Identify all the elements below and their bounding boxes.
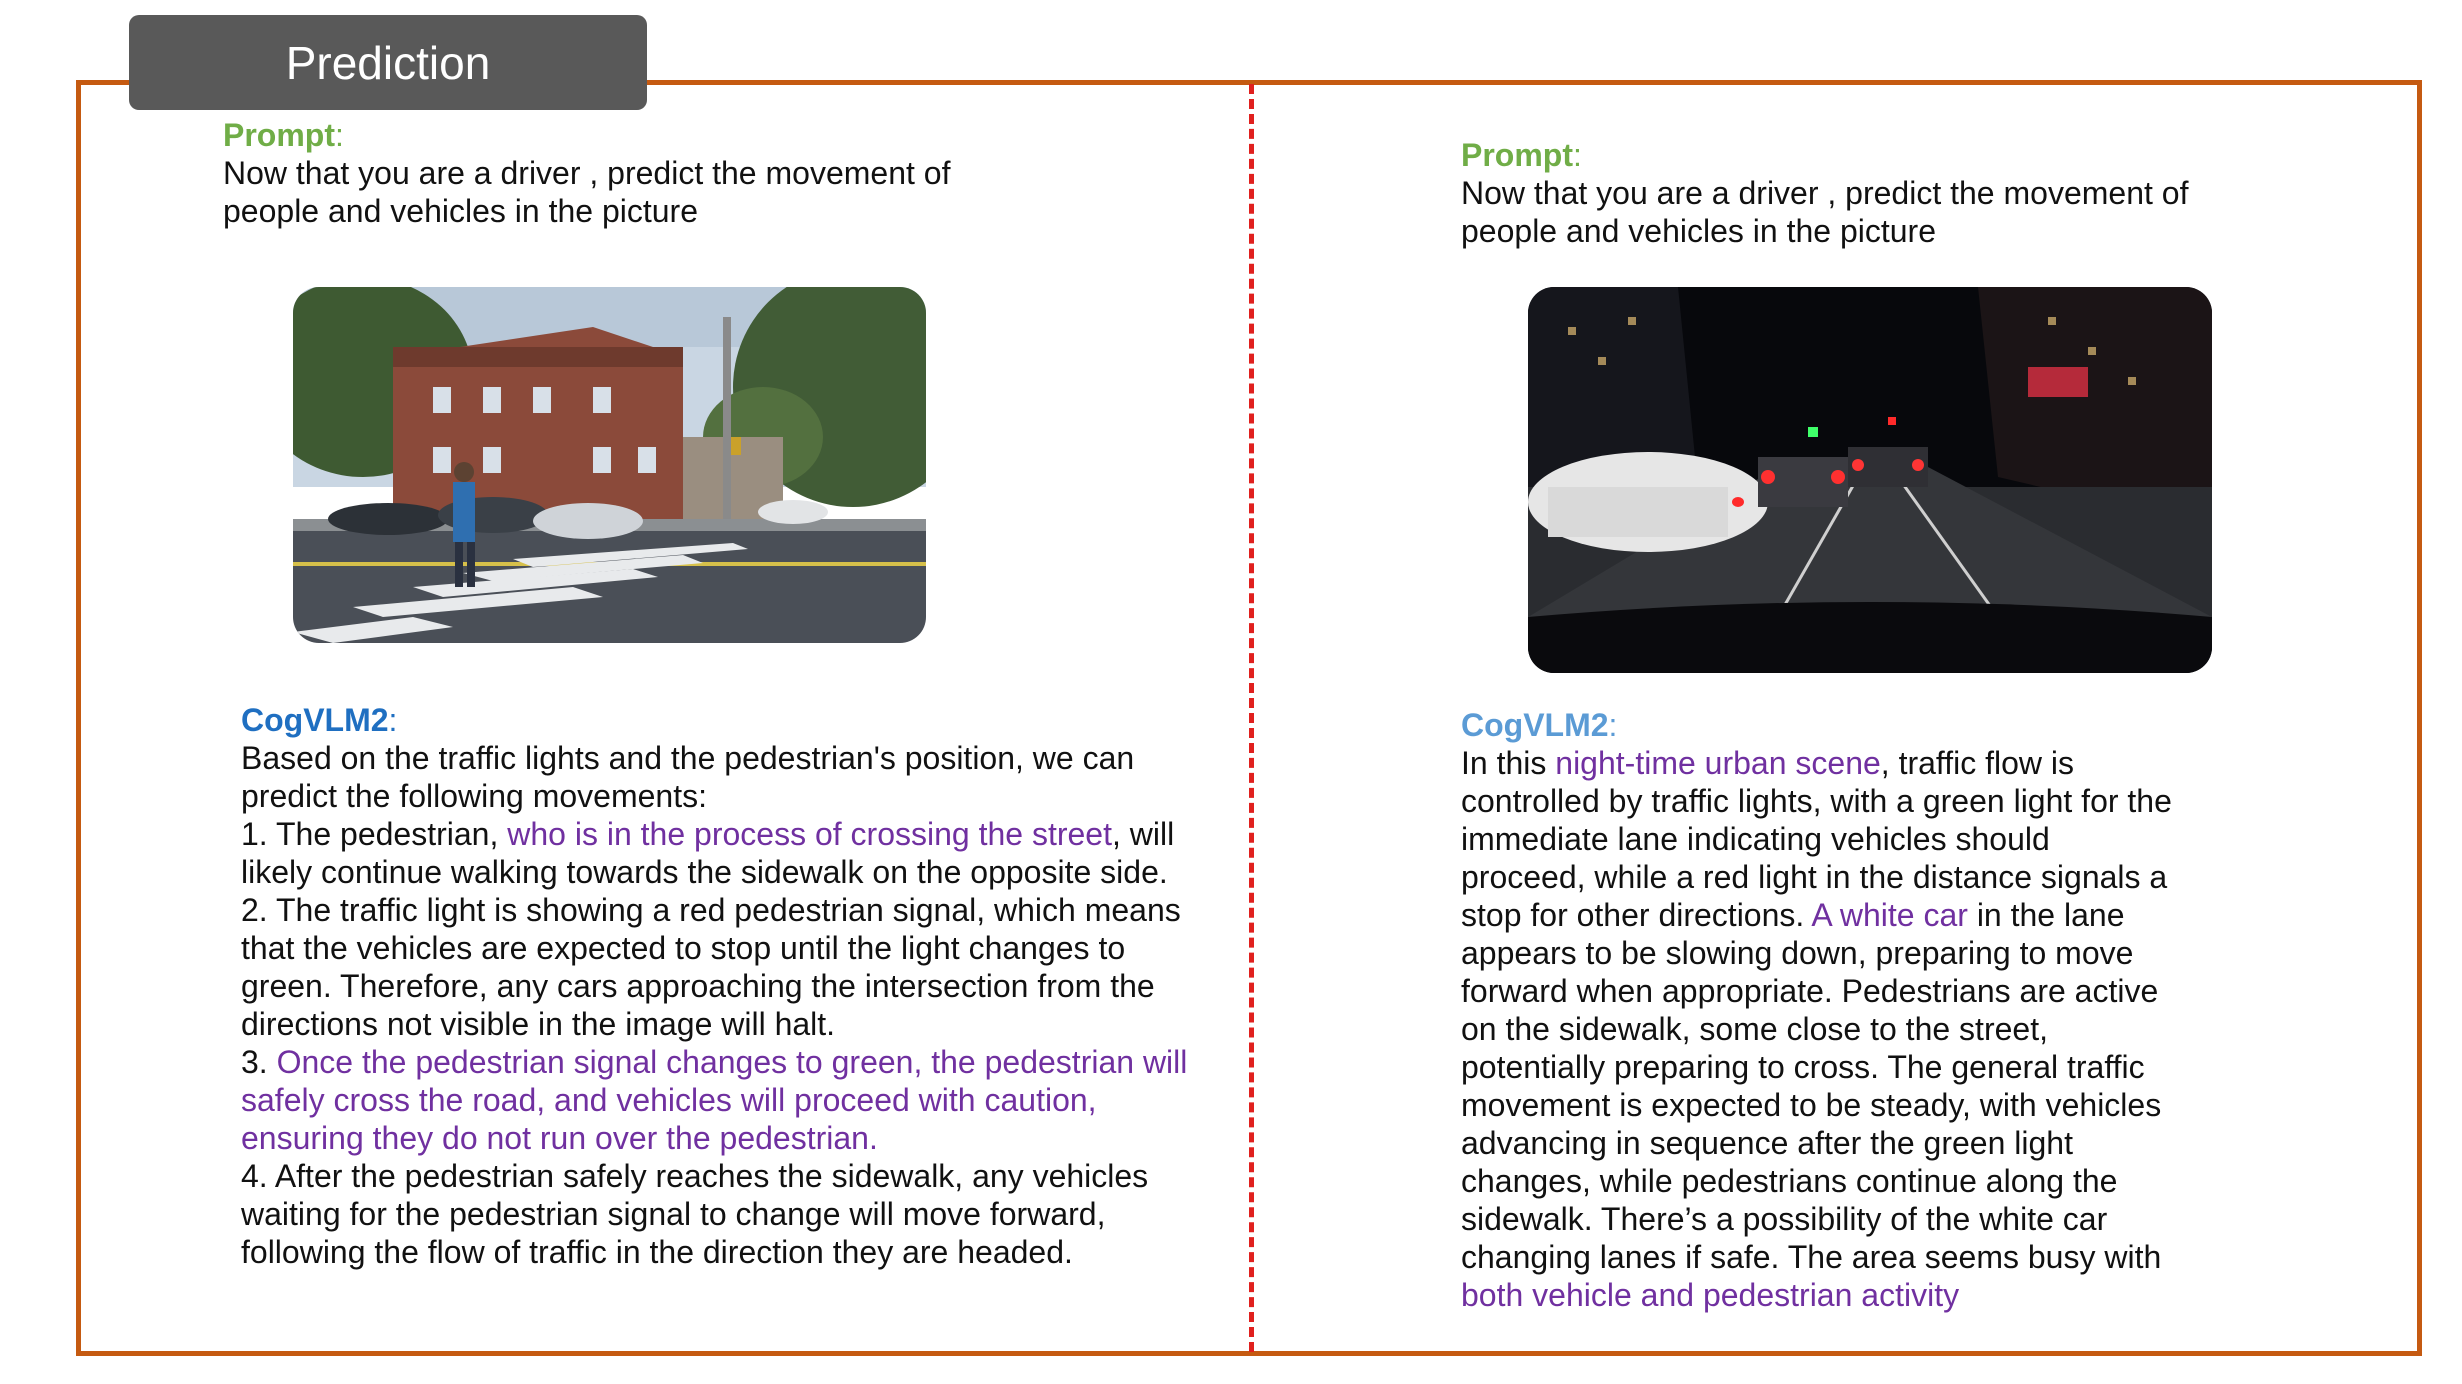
highlighted-phrase: ensuring they do not run over the pedestrian. [241, 1120, 878, 1156]
response-line: forward when appropriate. Pedestrians are active [1461, 973, 2159, 1009]
response-line: In this night-time urban scene, traffic flow is [1461, 745, 2075, 781]
left-prompt-line: Now that you are a driver , predict the movement of [223, 155, 951, 191]
left-response: CogVLM2: Based on the traffic lights and the pedestrian's position, we can predict the following movements: 1. The pedestrian, who is in the process of crossing the street, will likely continue walking towards the sidewalk on the opposite side. 2. The traffic light is showing a red pedestrian signal, which means that the vehicles are expected to stop until the light changes to green. Therefore, any cars approaching the intersection from the directions not visible in the image will halt. 3. Once the pedestrian signal changes to green, the pedestrian will safely cross the road, and vehicles will proceed with caution, ensuring they do not run over the pedestrian. 4. After the pedestrian safely reaches the sidewalk, any vehicles waiting for the pedestrian signal to change will move forward, following the flow of traffic in the direction they are headed. [241, 702, 1188, 1270]
response-line: predict the following movements: [241, 778, 707, 814]
response-line: changes, while pedestrians continue along the [1461, 1163, 2118, 1199]
response-line: changing lanes if safe. The area seems busy with [1461, 1239, 2162, 1275]
response-line: Based on the traffic lights and the pedestrian's position, we can [241, 740, 1135, 776]
response-line: 1. The pedestrian, who is in the process of crossing the street, will [241, 816, 1175, 852]
right-prompt-line: people and vehicles in the picture [1461, 213, 1936, 249]
response-line: controlled by traffic lights, with a green light for the [1461, 783, 2172, 819]
response-line: movement is expected to be steady, with vehicles [1461, 1087, 2162, 1123]
highlighted-phrase: who is in the process of crossing the street [507, 816, 1112, 852]
response-line: sidewalk. There’s a possibility of the white car [1461, 1201, 2108, 1237]
response-line: advancing in sequence after the green light [1461, 1125, 2073, 1161]
prediction-tab [129, 15, 647, 110]
response-line: on the sidewalk, some close to the street, [1461, 1011, 2048, 1047]
response-line: waiting for the pedestrian signal to change will move forward, [241, 1196, 1106, 1232]
right-prompt-heading: Prompt [1461, 137, 1573, 173]
highlighted-phrase: night-time urban scene [1555, 745, 1881, 781]
response-line: following the flow of traffic in the direction they are headed. [241, 1234, 1073, 1270]
highlighted-phrase: both vehicle and pedestrian activity [1461, 1277, 1960, 1313]
right-prompt: Prompt: Now that you are a driver , predict the movement of people and vehicles in the picture [1461, 137, 2189, 249]
response-line [241, 1081, 1187, 1119]
response-line: 2. The traffic light is showing a red pedestrian signal, which means [241, 892, 1181, 928]
response-line [241, 1119, 1187, 1157]
response-line: likely continue walking towards the sidewalk on the opposite side. [241, 854, 1168, 890]
response-line: green. Therefore, any cars approaching the intersection from the [241, 968, 1155, 1004]
nighttime-street-photo [1528, 287, 2212, 673]
right-prompt-line: Now that you are a driver , predict the movement of [1461, 175, 2189, 211]
response-line [1461, 1276, 2172, 1314]
left-prompt: Prompt: Now that you are a driver , predict the movement of people and vehicles in the picture [223, 117, 951, 229]
response-line: 3. Once the pedestrian signal changes to green, the pedestrian will [241, 1044, 1188, 1080]
daytime-crosswalk-photo [293, 287, 926, 643]
response-line: stop for other directions. A white car in the lane [1461, 897, 2125, 933]
response-line: that the vehicles are expected to stop until the light changes to [241, 930, 1126, 966]
response-line: potentially preparing to cross. The general traffic [1461, 1049, 2145, 1085]
right-model-heading: CogVLM2 [1461, 707, 1609, 743]
response-line: immediate lane indicating vehicles should [1461, 821, 2050, 857]
response-line: directions not visible in the image will halt. [241, 1006, 836, 1042]
highlighted-phrase: safely cross the road, and vehicles will proceed with caution, [241, 1082, 1097, 1118]
response-line: 4. After the pedestrian safely reaches the sidewalk, any vehicles [241, 1158, 1149, 1194]
highlighted-phrase: Once the pedestrian signal changes to green, the pedestrian will [276, 1044, 1188, 1080]
panel-divider [1249, 84, 1254, 1352]
response-line: proceed, while a red light in the distance signals a [1461, 859, 2168, 895]
tab-label: Prediction [285, 36, 491, 89]
response-line: appears to be slowing down, preparing to move [1461, 935, 2134, 971]
left-prompt-heading: Prompt [223, 117, 335, 153]
left-model-heading: CogVLM2 [241, 702, 389, 738]
left-prompt-line: people and vehicles in the picture [223, 193, 698, 229]
highlighted-phrase: A white car [1811, 897, 1968, 933]
right-response: CogVLM2: In this night-time urban scene, traffic flow is controlled by traffic lights, with a green light for the immediate lane indicating vehicles should proceed, while a red light in the distance signals a stop for other directions. A white car in the lane appears to be slowing down, preparing to move forward when appropriate. Pedestrians are active on the sidewalk, some close to the street, potentially preparing to cross. The general traffic movement is expected to be steady, with vehicles advancing in sequence after the green light changes, while pedestrians continue along the sidewalk. There’s a possibility of the white car changing lanes if safe. The area seems busy with both vehicle and pedestrian activity [1461, 707, 2172, 1313]
